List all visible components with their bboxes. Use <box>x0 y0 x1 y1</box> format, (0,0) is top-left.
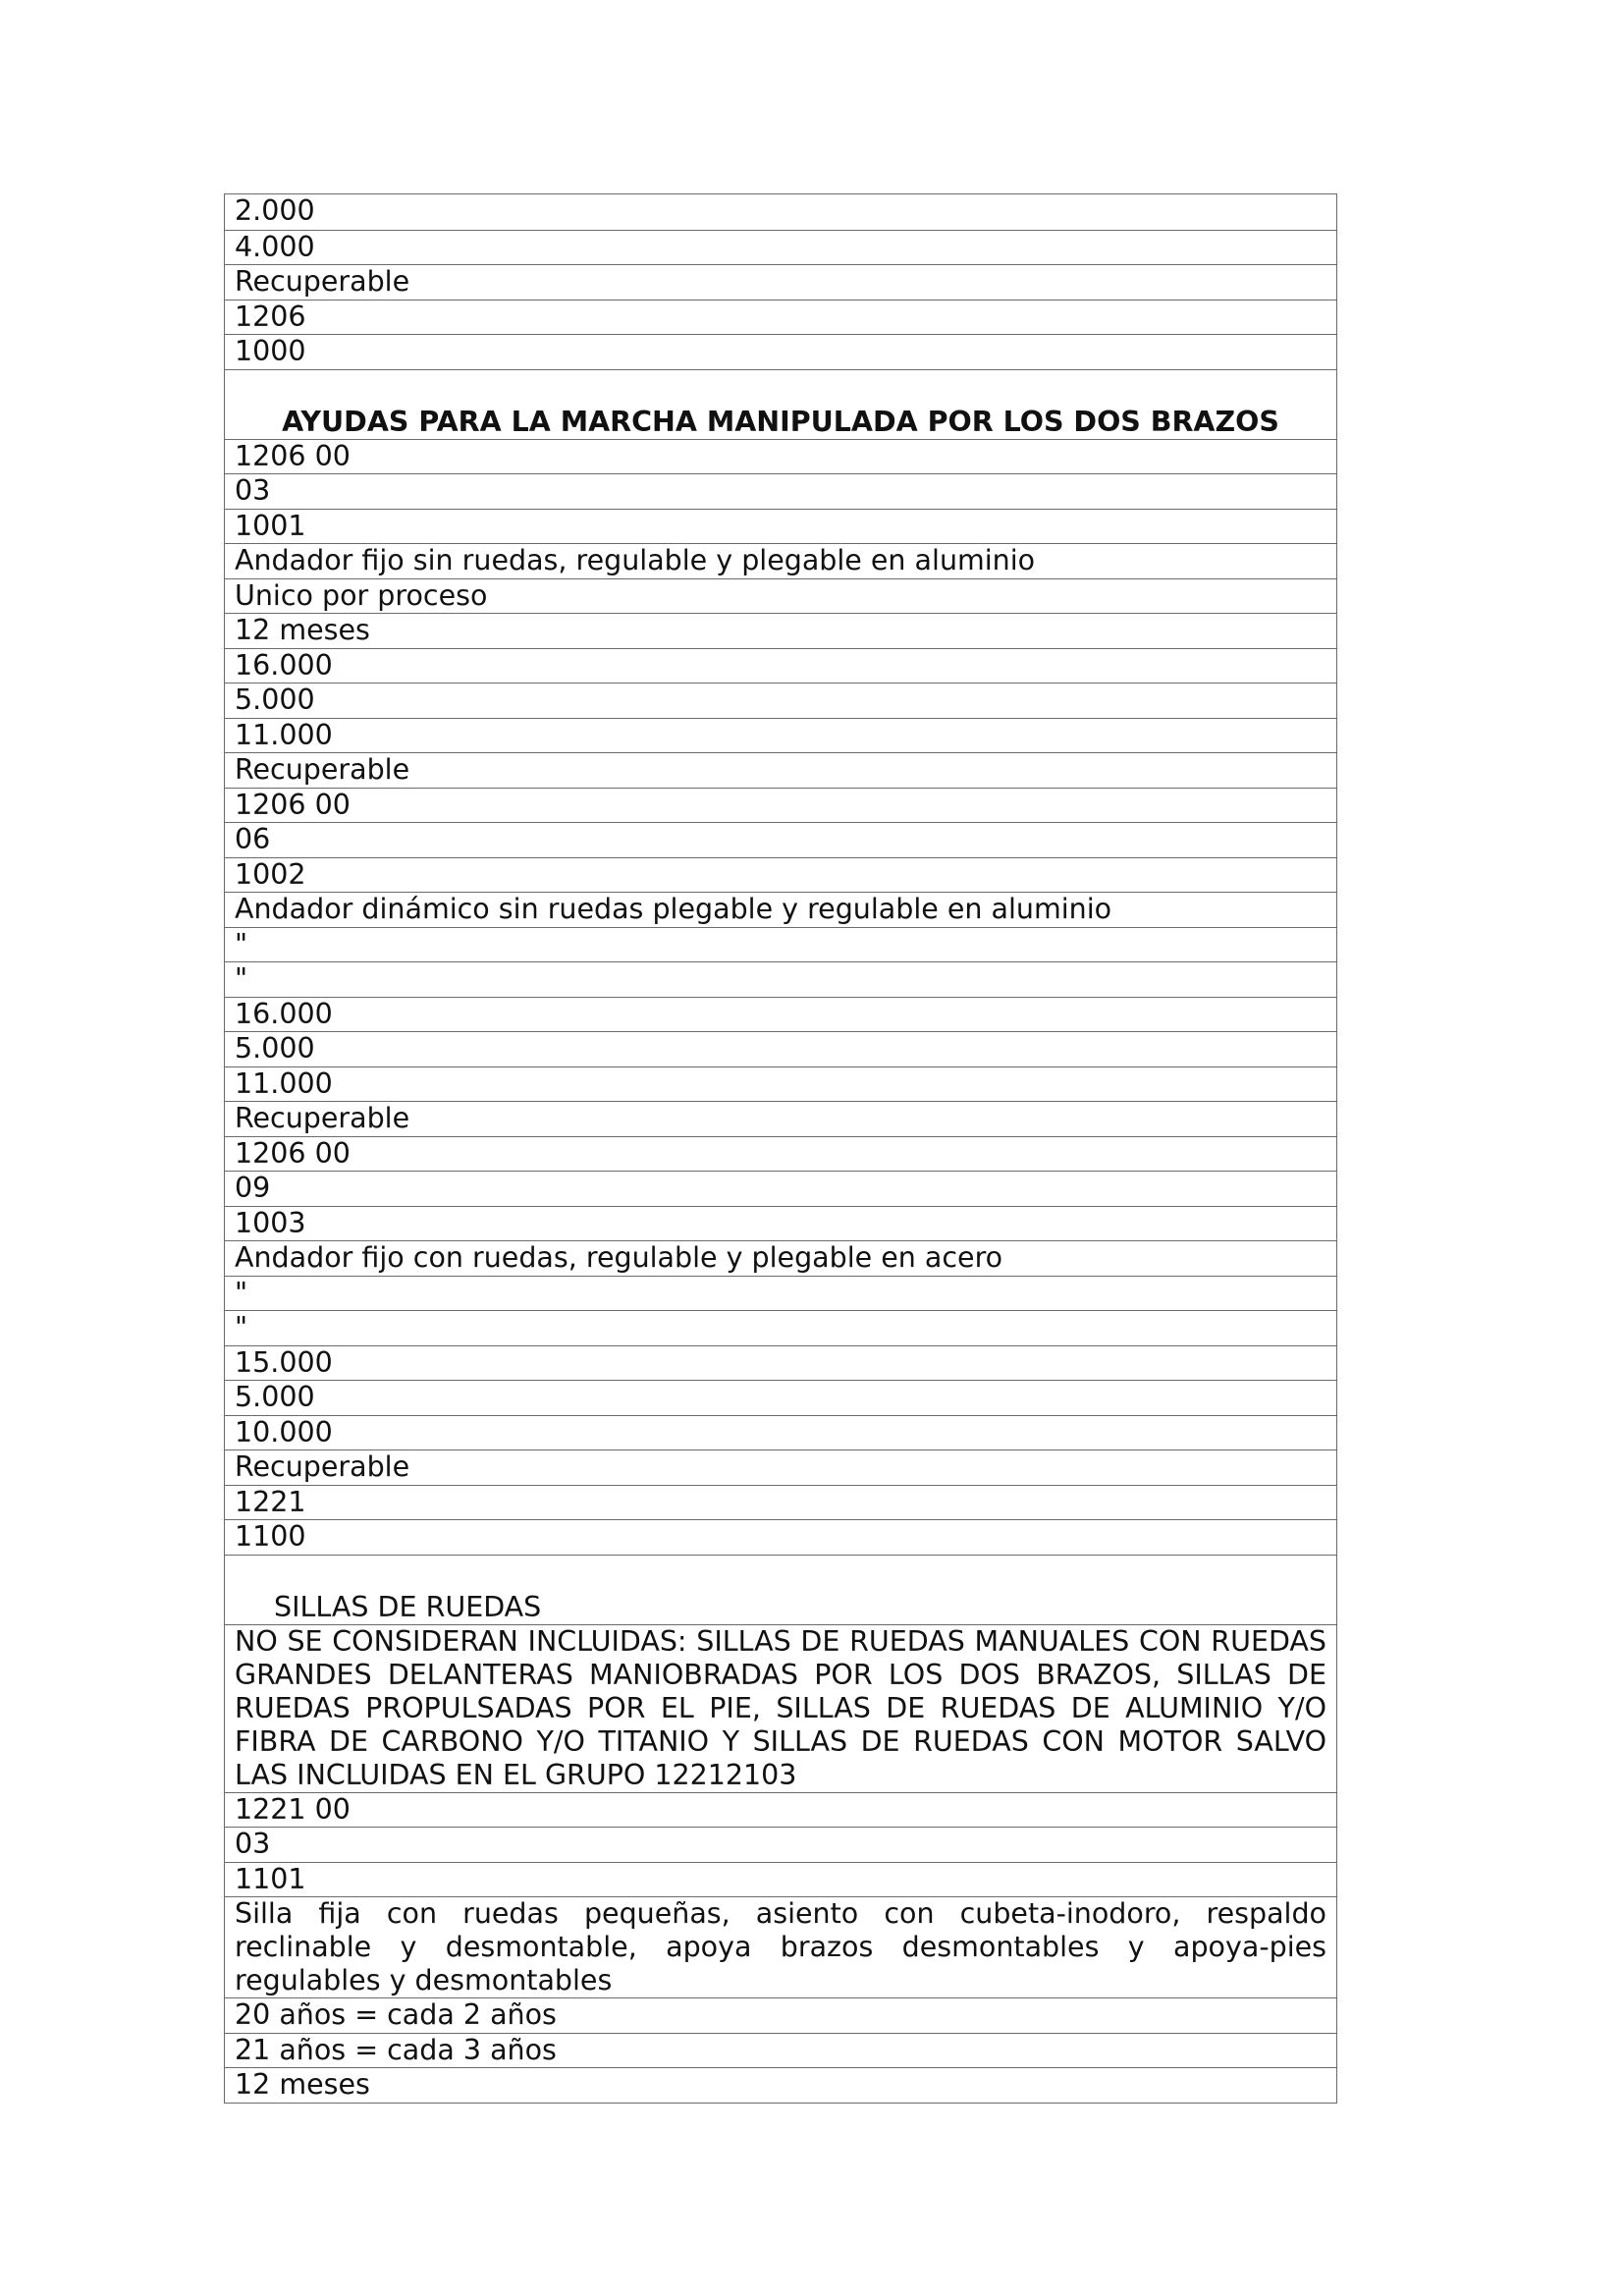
table-row: 16.000 <box>225 997 1336 1032</box>
table-row: 1221 00 <box>225 1792 1336 1828</box>
table-row: 1206 00 <box>225 1136 1336 1172</box>
table-row: 03 <box>225 473 1336 509</box>
table-row: 5.000 <box>225 1380 1336 1415</box>
table-row: 1000 <box>225 334 1336 369</box>
table-row: 1100 <box>225 1519 1336 1555</box>
table-row: 20 años = cada 2 años <box>225 1997 1336 2033</box>
table-row: " <box>225 1276 1336 1311</box>
table-row: " <box>225 961 1336 997</box>
table-row: " <box>225 927 1336 962</box>
document-table <box>224 193 1337 2104</box>
table-row: Andador fijo con ruedas, regulable y plegable en acero <box>225 1240 1336 1276</box>
table-row: 12 meses <box>225 2067 1336 2103</box>
table-row: Andador dinámico sin ruedas plegable y regulable en aluminio <box>225 892 1336 927</box>
table-row: 11.000 <box>225 718 1336 753</box>
table-row: 4.000 <box>225 230 1336 265</box>
table-row: 1002 <box>225 857 1336 893</box>
table-row: 16.000 <box>225 648 1336 683</box>
table-row: 1101 <box>225 1862 1336 1897</box>
table-row: 1206 00 <box>225 788 1336 823</box>
table-row: Recuperable <box>225 752 1336 788</box>
table-row: 1206 <box>225 300 1336 335</box>
table-row: 12 meses <box>225 613 1336 648</box>
table-row: 15.000 <box>225 1345 1336 1381</box>
table-row: Recuperable <box>225 264 1336 300</box>
table-row: 21 años = cada 3 años <box>225 2033 1336 2068</box>
table-row: 09 <box>225 1171 1336 1206</box>
table-row: 06 <box>225 822 1336 857</box>
table-row-paragraph: Silla fija con ruedas pequeñas, asiento con cubeta-inodoro, respaldo reclinable y desmontable, apoya brazos desmontables y apoya-pies regulables y desmontables <box>225 1896 1336 1997</box>
table-row: 10.000 <box>225 1415 1336 1450</box>
table-row: 11.000 <box>225 1066 1336 1102</box>
table-row: 5.000 <box>225 683 1336 718</box>
table-row-paragraph: NO SE CONSIDERAN INCLUIDAS: SILLAS DE RUEDAS MANUALES CON RUEDAS GRANDES DELANTERAS MANIOBRADAS POR LOS DOS BRAZOS, SILLAS DE RUEDAS PROPULSADAS POR EL PIE, SILLAS DE RUEDAS DE ALUMINIO Y/O FIBRA DE CARBONO Y/O TITANIO Y SILLAS DE RUEDAS CON MOTOR SALVO LAS INCLUIDAS EN EL GRUPO 12212103 <box>225 1624 1336 1792</box>
table-row: Recuperable <box>225 1449 1336 1485</box>
table-row: Recuperable <box>225 1101 1336 1136</box>
table-row: Andador fijo sin ruedas, regulable y plegable en aluminio <box>225 543 1336 578</box>
table-row: 1221 <box>225 1485 1336 1520</box>
table-row: 1001 <box>225 509 1336 544</box>
table-row: 2.000 <box>235 194 315 227</box>
table-row: " <box>225 1310 1336 1345</box>
table-row: Unico por proceso <box>225 578 1336 614</box>
section-heading: SILLAS DE RUEDAS <box>225 1555 1336 1624</box>
table-row: 1003 <box>225 1206 1336 1241</box>
section-heading: AYUDAS PARA LA MARCHA MANIPULADA POR LOS DOS BRAZOS <box>225 369 1336 439</box>
table-row: 5.000 <box>225 1031 1336 1066</box>
table-row: 03 <box>225 1827 1336 1862</box>
table-row: 1206 00 <box>225 439 1336 474</box>
